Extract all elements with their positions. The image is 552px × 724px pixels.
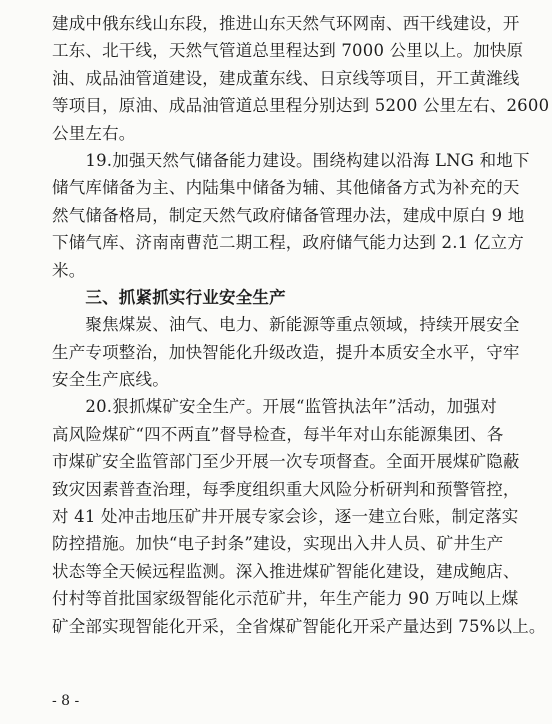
text-line: 安全生产底线。 xyxy=(52,370,169,390)
text-line: 建成中俄东线山东段，推进山东天然气环网南、西干线建设，开 xyxy=(52,14,520,33)
text-line: 米。 xyxy=(52,260,86,280)
section-heading: 三、抓紧抓实行业安全生产 xyxy=(52,287,286,307)
text-line: 等项目，原油、成品油管道总里程分别达到 5200 公里左右、2600 xyxy=(52,96,550,116)
text-line: 生产专项整治，加快智能化升级改造，提升本质安全水平，守牢 xyxy=(52,342,520,362)
text-line: 高风险煤矿“四不两直”督导检查，每半年对山东能源集团、各 xyxy=(52,424,504,444)
text-line: 矿全部实现智能化开采，全省煤矿智能化开采产量达到 75%以上。 xyxy=(52,616,546,636)
text-line: 工东、北干线，天然气管道总里程达到 7000 公里以上。加快原 xyxy=(52,41,524,61)
text-line: 然气储备格局，制定天然气政府储备管理办法，建成中原白 9 地 xyxy=(52,205,525,225)
text-line: 公里左右。 xyxy=(52,123,136,143)
page-number: - 8 - xyxy=(52,693,80,709)
text-line: 20.狠抓煤矿安全生产。开展“监管执法年”活动，加强对 xyxy=(52,397,497,417)
text-line: 油、成品油管道建设，建成董东线、日京线等项目，开工黄潍线 xyxy=(52,68,520,88)
text-line: 状态等全天候远程监测。深入推进煤矿智能化建设，建成鲍店、 xyxy=(52,561,520,581)
text-line: 付村等首批国家级智能化示范矿井，年生产能力 90 万吨以上煤 xyxy=(52,589,519,609)
text-line: 对 41 处冲击地压矿井开展专家会诊，逐一建立台账，制定落实 xyxy=(52,507,519,527)
text-line: 19.加强天然气储备能力建设。围绕构建以沿海 LNG 和地下 xyxy=(52,150,530,170)
text-line: 聚焦煤炭、油气、电力、新能源等重点领域，持续开展安全 xyxy=(52,315,520,335)
text-line: 防控措施。加快“电子封条”建设，实现出入井人员、矿井生产 xyxy=(52,534,504,554)
text-line: 储气库储备为主、内陆集中储备为辅、其他储备方式为补充的天 xyxy=(52,178,520,198)
text-line: 下储气库、济南南曹范二期工程，政府储气能力达到 2.1 亿立方 xyxy=(52,233,524,253)
text-line: 致灾因素普查治理，每季度组织重大风险分析研判和预警管控， xyxy=(52,479,520,499)
text-line: 市煤矿安全监管部门至少开展一次专项督查。全面开展煤矿隐蔽 xyxy=(52,452,520,472)
